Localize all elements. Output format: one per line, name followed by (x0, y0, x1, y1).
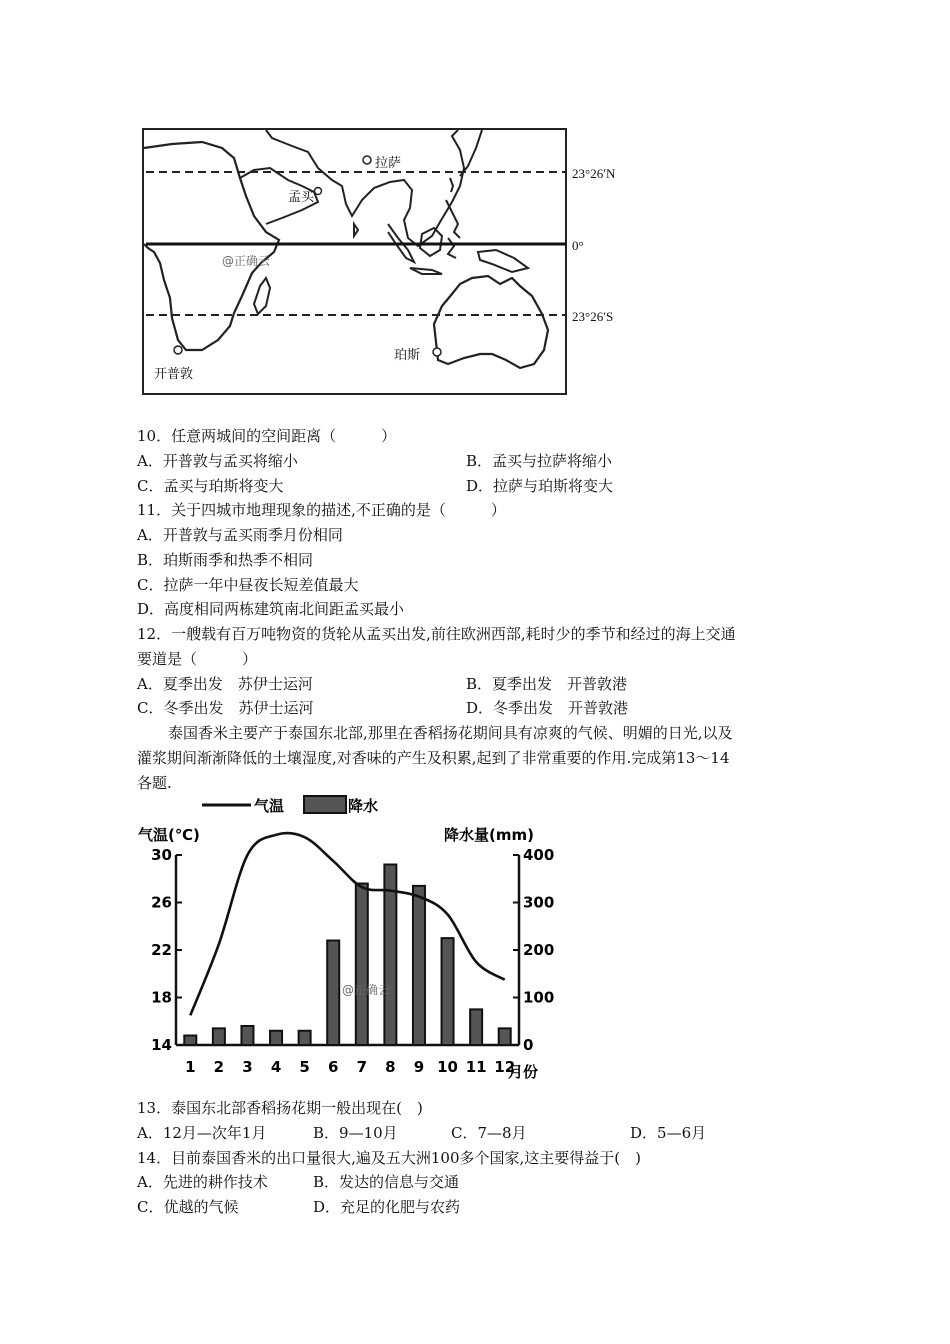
month-tick-label: 2 (213, 1058, 225, 1076)
precip-bar-4 (270, 1031, 282, 1045)
temp-tick-label: 14 (151, 1036, 172, 1054)
passage-line-1: 泰国香米主要产于泰国东北部,那里在香稻扬花期间具有凉爽的气候、明媚的日光,以及 (168, 724, 733, 742)
q11-option-a: A．开普敦与孟买雨季月份相同 (137, 526, 343, 544)
precip-tick-label: 0 (523, 1036, 534, 1054)
legend-temp-label: 气温 (254, 797, 285, 815)
q13-option-a: A．12月—次年1月 (137, 1124, 267, 1142)
y-axis-left-title: 气温(℃) (138, 826, 200, 844)
q12-option-b: B．夏季出发 开普敦港 (466, 675, 628, 693)
precip-tick-label: 200 (523, 941, 555, 959)
q12-option-d: D．冬季出发 开普敦港 (466, 699, 629, 717)
question-13-stem: 13．泰国东北部香稻扬花期一般出现在( ) (137, 1099, 423, 1117)
city-label-lhasa: 拉萨 (375, 156, 402, 171)
city-label-cape-town: 开普敦 (154, 367, 194, 382)
question-14-stem: 14．目前泰国香米的出口量很大,遍及五大洲100多个国家,这主要得益于( ) (137, 1149, 641, 1167)
q10-option-d: D．拉萨与珀斯将变大 (466, 477, 614, 495)
precip-bar-3 (241, 1026, 253, 1045)
question-12-stem-line2: 要道是（ ） (137, 650, 258, 668)
q14-option-c: C．优越的气候 (137, 1198, 239, 1216)
month-tick-label: 4 (270, 1058, 282, 1076)
q11-option-b: B．珀斯雨季和热季不相同 (137, 551, 314, 569)
precip-tick-label: 300 (523, 893, 555, 912)
precip-bar-11 (470, 1009, 482, 1045)
precip-bar-10 (442, 938, 454, 1045)
temp-tick-label: 18 (151, 988, 172, 1007)
passage-line-2: 灌浆期间渐渐降低的土壤湿度,对香味的产生及积累,起到了非常重要的作用.完成第13～14 (137, 749, 730, 767)
q10-option-c: C．孟买与珀斯将变大 (137, 477, 284, 495)
passage-line-3: 各题. (137, 774, 172, 792)
map-svg (142, 128, 567, 395)
legend-precip-swatch (304, 796, 346, 813)
q14-option-d: D．充足的化肥与农药 (313, 1198, 461, 1216)
q12-option-c: C．冬季出发 苏伊士运河 (137, 699, 314, 717)
precip-bar-9 (413, 886, 425, 1045)
perth-marker (433, 348, 441, 356)
precip-tick-label: 100 (523, 988, 555, 1007)
climate-chart (136, 788, 556, 1083)
chart-watermark: @正确云 (342, 983, 391, 997)
x-axis-title: 月份 (508, 1063, 539, 1081)
month-tick-label: 11 (465, 1058, 487, 1076)
precip-bar-2 (213, 1028, 225, 1045)
legend-precip-label: 降水 (348, 797, 379, 815)
lat-label-tropic-cancer: 23°26′N (572, 166, 616, 181)
lhasa-marker (363, 156, 371, 164)
q14-option-a: A．先进的耕作技术 (137, 1173, 268, 1191)
month-tick-label: 10 (437, 1058, 458, 1076)
y-axis-right-title: 降水量(mm) (444, 826, 534, 844)
cape-town-marker (174, 346, 182, 354)
world-map-figure (142, 128, 567, 395)
month-tick-label: 5 (299, 1058, 310, 1076)
mumbai-marker (315, 188, 322, 195)
precip-bar-7 (356, 884, 368, 1046)
month-tick-label: 7 (356, 1058, 368, 1076)
city-label-perth: 珀斯 (394, 348, 421, 363)
q13-option-b: B．9—10月 (313, 1124, 398, 1142)
month-tick-label: 8 (385, 1058, 396, 1076)
q14-option-b: B．发达的信息与交通 (313, 1173, 460, 1191)
question-12-stem-line1: 12．一艘载有百万吨物资的货轮从孟买出发,前往欧洲西部,耗时少的季节和经过的海上交通 (137, 625, 736, 643)
question-11-stem: 11．关于四城市地理现象的描述,不正确的是（ ） (137, 501, 506, 519)
precip-bar-6 (327, 941, 339, 1046)
q10-option-a: A．开普敦与孟买将缩小 (137, 452, 298, 470)
climate-chart-svg (136, 788, 556, 1083)
month-tick-label: 6 (327, 1058, 339, 1076)
temp-tick-label: 30 (151, 846, 172, 864)
map-watermark: @正确云 (222, 254, 271, 268)
q13-option-c: C．7—8月 (451, 1124, 527, 1142)
precip-bar-12 (499, 1028, 511, 1045)
q10-option-b: B．孟买与拉萨将缩小 (466, 452, 613, 470)
q12-option-a: A．夏季出发 苏伊士运河 (137, 675, 313, 693)
q11-option-c: C．拉萨一年中昼夜长短差值最大 (137, 576, 359, 594)
city-label-mumbai: 孟买 (288, 190, 315, 205)
precip-bar-1 (184, 1036, 196, 1046)
q13-option-d: D．5—6月 (630, 1124, 707, 1142)
month-tick-label: 12 (494, 1058, 516, 1076)
question-10-stem: 10．任意两城间的空间距离（ ） (137, 427, 397, 445)
precip-bar-5 (299, 1031, 311, 1045)
temp-tick-label: 22 (151, 941, 172, 959)
lat-label-tropic-capricorn: 23°26′S (572, 309, 614, 324)
lat-label-equator: 0° (572, 238, 584, 253)
map-frame (143, 129, 566, 394)
precip-tick-label: 400 (523, 846, 555, 864)
month-tick-label: 1 (185, 1058, 196, 1076)
temp-tick-label: 26 (151, 893, 172, 912)
month-tick-label: 3 (242, 1058, 253, 1076)
month-tick-label: 9 (413, 1058, 425, 1076)
q11-option-d: D．高度相同两栋建筑南北间距孟买最小 (137, 600, 405, 618)
